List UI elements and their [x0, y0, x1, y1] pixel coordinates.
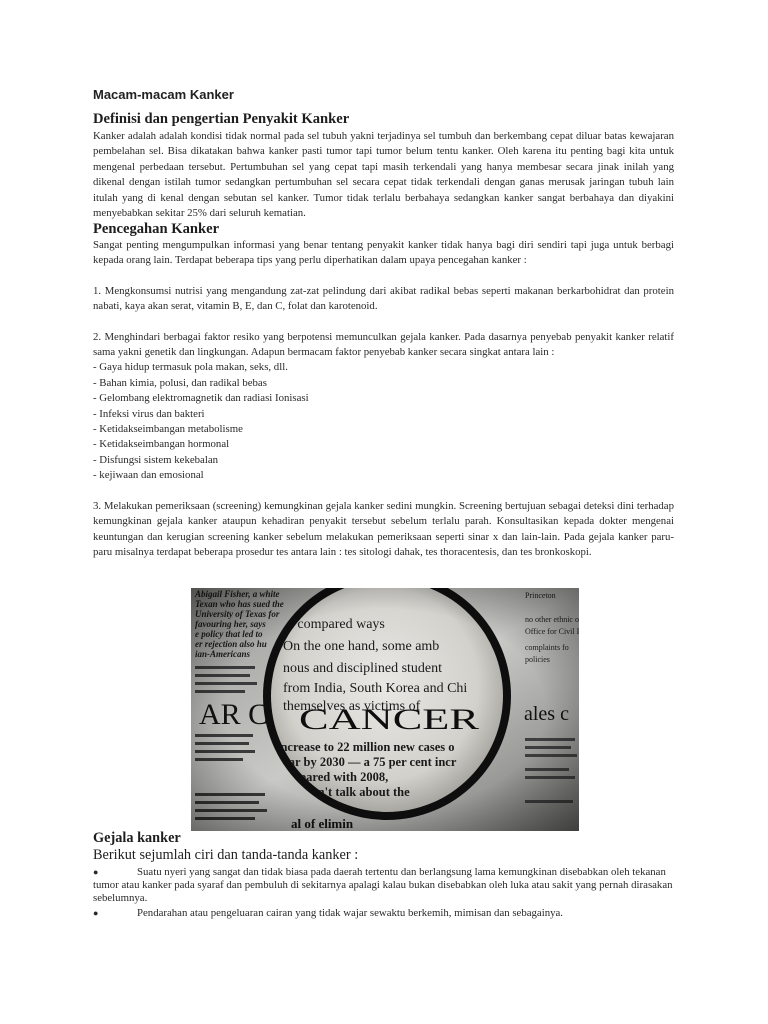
section-symptoms-subheading: Berikut sejumlah ciri dan tanda-tanda kanker : — [93, 847, 359, 863]
risk-factor-item: - Gaya hidup termasuk pola makan, seks, dll. — [93, 360, 674, 375]
section-prevention-heading: Pencegahan Kanker — [93, 221, 220, 237]
section-symptoms-heading: Gejala kanker — [93, 830, 181, 846]
prevention-intro: Sangat penting mengumpulkan informasi yang benar tentang penyakit kanker tidak hanya bagi diri sendiri tapi juga untuk berbagi kepada orang lain. Terdapat beberapa tips yang perlu diperhatikan dalam upaya pencegahan kanker : — [93, 239, 674, 267]
bullet-icon: ● — [93, 867, 99, 877]
section-prevention — [93, 220, 674, 560]
bullet-icon: ● — [93, 908, 99, 918]
symptom-list-item — [93, 866, 683, 904]
risk-factor-item: - Bahan kimia, polusi, dan radikal bebas — [93, 376, 674, 391]
risk-factor-item: - kejiwaan dan emosional — [93, 468, 674, 483]
section-definition — [93, 110, 674, 221]
risk-factor-item: - Disfungsi sistem kekebalan — [93, 453, 674, 468]
risk-factor-list — [93, 360, 674, 483]
prevention-point-3: 3. Melakukan pemeriksaan (screening) kemungkinan gejala kanker sedini mungkin. Screening bertujuan sebagai deteksi dini terhadap kemungkinan gejala kanker ataupun kehadiran penyakit tersebut sebelum terlalu parah. Konsultasikan kepada dokter mengenai keuntungan dan kerugian screening kanker sebelum melakukan pemeriksaan seperti sinar x dan lain-lain. Pada gejala kanker paru-paru misalnya terdapat beberapa prosedur tes antara lain : tes sitologi dahak, tes thoracentesis, dan tes bronkoskopi. — [93, 499, 674, 558]
cancer-newspaper-photo — [191, 588, 579, 831]
risk-factor-item: - Ketidakseimbangan metabolisme — [93, 422, 674, 437]
section-definition-heading: Definisi dan pengertian Penyakit Kanker — [93, 111, 350, 127]
document-title: Macam-macam Kanker — [93, 87, 234, 102]
risk-factor-item: - Ketidakseimbangan hormonal — [93, 437, 674, 452]
definition-paragraph: Kanker adalah adalah kondisi tidak normal pada sel tubuh yakni terjadinya sel tumbuh dan berkembang cepat diluar batas kewajaran pembelahan sel. Bisa dikatakan bahwa kanker pasti tumor tapi tumor belum tentu kanker. Oleh karena itu penting bagi kita untuk mengenal perbedaan tersebut. Pertumbuhan sel yang cepat tapi masih terkendali yang hanya membesar secara jinak inilah yang dikenal dengan istilah tumor sedangkan pertumbuhan sel secara cepat tidak terkendali dengan ganas merusak jaringan tubuh lain itulah yang di kenal dengan sebutan sel kanker. Tumor tidak terlalu berbahaya sedangkan kanker sangat berbahaya dan diyakini menyebabkan sekitar 25% dari seluruh kematian. — [93, 130, 674, 220]
risk-factor-item: - Infeksi virus dan bakteri — [93, 407, 674, 422]
symptom-text: Pendarahan atau pengeluaran cairan yang tidak wajar sewaktu berkemih, mimisan dan sebagainya. — [137, 907, 564, 919]
prevention-point-2: 2. Menghindari berbagai faktor resiko yang berpotensi memunculkan gejala kanker. Pada dasarnya penyebab penyakit kanker relatif sama yakni genetik dan lingkungan. Adapun bermacam faktor penyebab kanker secara singkat antara lain : — [93, 330, 674, 359]
symptom-list-item — [93, 907, 683, 920]
prevention-point-1: 1. Mengkonsumsi nutrisi yang mengandung zat-zat pelindung dari akibat radikal bebas seperti makanan berkarbohidrat dan protein nabati, kaya akan serat, vitamin B, E, dan C, folat dan karotenoid. — [93, 284, 674, 313]
risk-factor-item: - Gelombang elektromagnetik dan radiasi Ionisasi — [93, 391, 674, 406]
symptom-text: Suatu nyeri yang sangat dan tidak biasa pada daerah tertentu dan berlangsung lama kemungkinan disebabkan oleh tekanan tumor atau kanker pada syaraf dan pembuluh di sekitarnya apalagi kalau bukan disebabkan oleh luka atau sakit yang pernah dirasakan sebelumnya. — [93, 866, 673, 904]
